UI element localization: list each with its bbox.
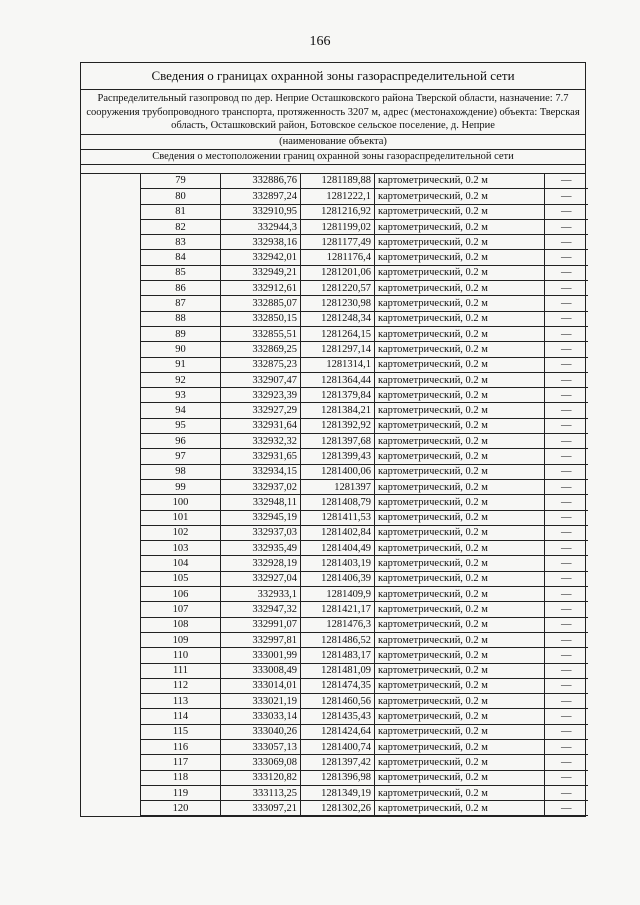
- point-number-cell: 89: [141, 326, 221, 341]
- point-number-cell: 105: [141, 571, 221, 586]
- coordinates-table-body: [141, 174, 588, 816]
- table-row: [141, 265, 588, 280]
- method-accuracy-cell: картометрический, 0.2 м: [375, 587, 545, 602]
- point-number-cell: 82: [141, 219, 221, 234]
- y-coordinate-cell: 1281176,4: [301, 250, 375, 265]
- point-number-cell: 106: [141, 587, 221, 602]
- x-coordinate-cell: 332869,25: [221, 342, 301, 357]
- method-accuracy-cell: картометрический, 0.2 м: [375, 801, 545, 816]
- point-number-cell: 118: [141, 770, 221, 785]
- y-coordinate-cell: 1281481,09: [301, 663, 375, 678]
- dash-cell: —: [545, 648, 588, 663]
- dash-cell: —: [545, 342, 588, 357]
- method-accuracy-cell: картометрический, 0.2 м: [375, 418, 545, 433]
- table-row: [141, 541, 588, 556]
- x-coordinate-cell: 333069,08: [221, 755, 301, 770]
- y-coordinate-cell: 1281474,35: [301, 678, 375, 693]
- dash-cell: —: [545, 357, 588, 372]
- point-number-cell: 99: [141, 479, 221, 494]
- method-accuracy-cell: картометрический, 0.2 м: [375, 189, 545, 204]
- table-row: [141, 525, 588, 540]
- x-coordinate-cell: 332850,15: [221, 311, 301, 326]
- method-accuracy-cell: картометрический, 0.2 м: [375, 403, 545, 418]
- protection-zone-form: [80, 62, 586, 817]
- table-row: [141, 632, 588, 647]
- method-accuracy-cell: картометрический, 0.2 м: [375, 357, 545, 372]
- y-coordinate-cell: 1281216,92: [301, 204, 375, 219]
- y-coordinate-cell: 1281424,64: [301, 724, 375, 739]
- table-row: [141, 724, 588, 739]
- dash-cell: —: [545, 587, 588, 602]
- point-number-cell: 120: [141, 801, 221, 816]
- dash-cell: —: [545, 678, 588, 693]
- dash-cell: —: [545, 372, 588, 387]
- dash-cell: —: [545, 296, 588, 311]
- x-coordinate-cell: 332855,51: [221, 326, 301, 341]
- x-coordinate-cell: 332931,64: [221, 418, 301, 433]
- dash-cell: —: [545, 326, 588, 341]
- y-coordinate-cell: 1281404,49: [301, 541, 375, 556]
- dash-cell: —: [545, 663, 588, 678]
- y-coordinate-cell: 1281400,74: [301, 739, 375, 754]
- dash-cell: —: [545, 694, 588, 709]
- dash-cell: —: [545, 770, 588, 785]
- x-coordinate-cell: 332944,3: [221, 219, 301, 234]
- table-row: [141, 326, 588, 341]
- method-accuracy-cell: картометрический, 0.2 м: [375, 755, 545, 770]
- method-accuracy-cell: картометрический, 0.2 м: [375, 342, 545, 357]
- dash-cell: —: [545, 617, 588, 632]
- table-row: [141, 709, 588, 724]
- y-coordinate-cell: 1281483,17: [301, 648, 375, 663]
- method-accuracy-cell: картометрический, 0.2 м: [375, 739, 545, 754]
- method-accuracy-cell: картометрический, 0.2 м: [375, 785, 545, 800]
- table-row: [141, 510, 588, 525]
- method-accuracy-cell: картометрический, 0.2 м: [375, 632, 545, 647]
- x-coordinate-cell: 332991,07: [221, 617, 301, 632]
- y-coordinate-cell: 1281402,84: [301, 525, 375, 540]
- table-row: [141, 770, 588, 785]
- x-coordinate-cell: 332945,19: [221, 510, 301, 525]
- y-coordinate-cell: 1281408,79: [301, 495, 375, 510]
- dash-cell: —: [545, 510, 588, 525]
- x-coordinate-cell: 332938,16: [221, 235, 301, 250]
- point-number-cell: 96: [141, 434, 221, 449]
- dash-cell: —: [545, 709, 588, 724]
- y-coordinate-cell: 1281248,34: [301, 311, 375, 326]
- x-coordinate-cell: 332937,02: [221, 479, 301, 494]
- x-coordinate-cell: 333120,82: [221, 770, 301, 785]
- point-number-cell: 117: [141, 755, 221, 770]
- x-coordinate-cell: 332935,49: [221, 541, 301, 556]
- dash-cell: —: [545, 418, 588, 433]
- dash-cell: —: [545, 174, 588, 189]
- table-row: [141, 495, 588, 510]
- x-coordinate-cell: 332947,32: [221, 602, 301, 617]
- point-number-cell: 109: [141, 632, 221, 647]
- point-number-cell: 98: [141, 464, 221, 479]
- x-coordinate-cell: 332885,07: [221, 296, 301, 311]
- y-coordinate-cell: 1281486,52: [301, 632, 375, 647]
- y-coordinate-cell: 1281400,06: [301, 464, 375, 479]
- x-coordinate-cell: 333097,21: [221, 801, 301, 816]
- table-row: [141, 617, 588, 632]
- method-accuracy-cell: картометрический, 0.2 м: [375, 372, 545, 387]
- point-number-cell: 80: [141, 189, 221, 204]
- table-row: [141, 250, 588, 265]
- point-number-cell: 103: [141, 541, 221, 556]
- method-accuracy-cell: картометрический, 0.2 м: [375, 235, 545, 250]
- table-row: [141, 189, 588, 204]
- point-number-cell: 101: [141, 510, 221, 525]
- dash-cell: —: [545, 464, 588, 479]
- x-coordinate-cell: 332910,95: [221, 204, 301, 219]
- point-number-cell: 119: [141, 785, 221, 800]
- y-coordinate-cell: 1281411,53: [301, 510, 375, 525]
- x-coordinate-cell: 332948,11: [221, 495, 301, 510]
- y-coordinate-cell: 1281396,98: [301, 770, 375, 785]
- dash-cell: —: [545, 403, 588, 418]
- x-coordinate-cell: 332923,39: [221, 388, 301, 403]
- table-row: [141, 372, 588, 387]
- x-coordinate-cell: 332932,32: [221, 434, 301, 449]
- x-coordinate-cell: 332931,65: [221, 449, 301, 464]
- point-number-cell: 108: [141, 617, 221, 632]
- point-number-cell: 110: [141, 648, 221, 663]
- point-number-cell: 112: [141, 678, 221, 693]
- table-row: [141, 449, 588, 464]
- method-accuracy-cell: картометрический, 0.2 м: [375, 449, 545, 464]
- point-number-cell: 88: [141, 311, 221, 326]
- table-row: [141, 434, 588, 449]
- point-number-cell: 85: [141, 265, 221, 280]
- method-accuracy-cell: картометрический, 0.2 м: [375, 311, 545, 326]
- table-row: [141, 739, 588, 754]
- point-number-cell: 111: [141, 663, 221, 678]
- y-coordinate-cell: 1281264,15: [301, 326, 375, 341]
- dash-cell: —: [545, 311, 588, 326]
- y-coordinate-cell: 1281403,19: [301, 556, 375, 571]
- method-accuracy-cell: картометрический, 0.2 м: [375, 434, 545, 449]
- method-accuracy-cell: картометрический, 0.2 м: [375, 694, 545, 709]
- point-number-cell: 114: [141, 709, 221, 724]
- table-row: [141, 801, 588, 816]
- y-coordinate-cell: 1281297,14: [301, 342, 375, 357]
- table-row: [141, 388, 588, 403]
- method-accuracy-cell: картометрический, 0.2 м: [375, 174, 545, 189]
- table-row: [141, 663, 588, 678]
- method-accuracy-cell: картометрический, 0.2 м: [375, 770, 545, 785]
- method-accuracy-cell: картометрический, 0.2 м: [375, 724, 545, 739]
- table-row: [141, 281, 588, 296]
- method-accuracy-cell: картометрический, 0.2 м: [375, 525, 545, 540]
- x-coordinate-cell: 332897,24: [221, 189, 301, 204]
- x-coordinate-cell: 332942,01: [221, 250, 301, 265]
- dash-cell: —: [545, 801, 588, 816]
- y-coordinate-cell: 1281379,84: [301, 388, 375, 403]
- y-coordinate-cell: 1281392,92: [301, 418, 375, 433]
- x-coordinate-cell: 333021,19: [221, 694, 301, 709]
- y-coordinate-cell: 1281189,88: [301, 174, 375, 189]
- table-row: [141, 648, 588, 663]
- table-row: [141, 694, 588, 709]
- method-accuracy-cell: картометрический, 0.2 м: [375, 479, 545, 494]
- table-row: [141, 204, 588, 219]
- dash-cell: —: [545, 434, 588, 449]
- x-coordinate-cell: 332949,21: [221, 265, 301, 280]
- dash-cell: —: [545, 265, 588, 280]
- table-row: [141, 311, 588, 326]
- point-number-cell: 90: [141, 342, 221, 357]
- y-coordinate-cell: 1281230,98: [301, 296, 375, 311]
- dash-cell: —: [545, 479, 588, 494]
- x-coordinate-cell: 332928,19: [221, 556, 301, 571]
- method-accuracy-cell: картометрический, 0.2 м: [375, 464, 545, 479]
- method-accuracy-cell: картометрический, 0.2 м: [375, 602, 545, 617]
- header-gap-row: [81, 165, 585, 174]
- point-number-cell: 107: [141, 602, 221, 617]
- table-row: [141, 342, 588, 357]
- dash-cell: —: [545, 632, 588, 647]
- table-row: [141, 571, 588, 586]
- x-coordinate-cell: 332934,15: [221, 464, 301, 479]
- point-number-cell: 100: [141, 495, 221, 510]
- y-coordinate-cell: 1281406,39: [301, 571, 375, 586]
- method-accuracy-cell: картометрический, 0.2 м: [375, 296, 545, 311]
- point-number-cell: 95: [141, 418, 221, 433]
- method-accuracy-cell: картометрический, 0.2 м: [375, 250, 545, 265]
- method-accuracy-cell: картометрический, 0.2 м: [375, 709, 545, 724]
- dash-cell: —: [545, 556, 588, 571]
- x-coordinate-cell: 333057,13: [221, 739, 301, 754]
- x-coordinate-cell: 332875,23: [221, 357, 301, 372]
- method-accuracy-cell: картометрический, 0.2 м: [375, 663, 545, 678]
- method-accuracy-cell: картометрический, 0.2 м: [375, 571, 545, 586]
- point-number-cell: 91: [141, 357, 221, 372]
- y-coordinate-cell: 1281435,43: [301, 709, 375, 724]
- y-coordinate-cell: 1281397: [301, 479, 375, 494]
- method-accuracy-cell: картометрический, 0.2 м: [375, 678, 545, 693]
- table-row: [141, 785, 588, 800]
- y-coordinate-cell: 1281302,26: [301, 801, 375, 816]
- table-row: [141, 556, 588, 571]
- y-coordinate-cell: 1281409,9: [301, 587, 375, 602]
- point-number-cell: 86: [141, 281, 221, 296]
- method-accuracy-cell: картометрический, 0.2 м: [375, 219, 545, 234]
- table-row: [141, 479, 588, 494]
- method-accuracy-cell: картометрический, 0.2 м: [375, 204, 545, 219]
- table-row: [141, 602, 588, 617]
- dash-cell: —: [545, 785, 588, 800]
- table-row: [141, 174, 588, 189]
- y-coordinate-cell: 1281220,57: [301, 281, 375, 296]
- method-accuracy-cell: картометрический, 0.2 м: [375, 556, 545, 571]
- method-accuracy-cell: картометрический, 0.2 м: [375, 541, 545, 556]
- dash-cell: —: [545, 281, 588, 296]
- dash-cell: —: [545, 388, 588, 403]
- dash-cell: —: [545, 495, 588, 510]
- dash-cell: —: [545, 525, 588, 540]
- x-coordinate-cell: 332912,61: [221, 281, 301, 296]
- point-number-cell: 97: [141, 449, 221, 464]
- method-accuracy-cell: картометрический, 0.2 м: [375, 281, 545, 296]
- dash-cell: —: [545, 571, 588, 586]
- x-coordinate-cell: 333113,25: [221, 785, 301, 800]
- dash-cell: —: [545, 235, 588, 250]
- y-coordinate-cell: 1281177,49: [301, 235, 375, 250]
- x-coordinate-cell: 332907,47: [221, 372, 301, 387]
- point-number-cell: 84: [141, 250, 221, 265]
- dash-cell: —: [545, 219, 588, 234]
- point-number-cell: 87: [141, 296, 221, 311]
- method-accuracy-cell: картометрический, 0.2 м: [375, 648, 545, 663]
- dash-cell: —: [545, 449, 588, 464]
- dash-cell: —: [545, 739, 588, 754]
- y-coordinate-cell: 1281399,43: [301, 449, 375, 464]
- dash-cell: —: [545, 250, 588, 265]
- point-number-cell: 93: [141, 388, 221, 403]
- table-row: [141, 678, 588, 693]
- x-coordinate-cell: 332937,03: [221, 525, 301, 540]
- y-coordinate-cell: 1281421,17: [301, 602, 375, 617]
- form-title: Сведения о границах охранной зоны газораспределительной сети: [81, 63, 585, 90]
- point-number-cell: 115: [141, 724, 221, 739]
- x-coordinate-cell: 332997,81: [221, 632, 301, 647]
- x-coordinate-cell: 333014,01: [221, 678, 301, 693]
- dash-cell: —: [545, 602, 588, 617]
- point-number-cell: 102: [141, 525, 221, 540]
- dash-cell: —: [545, 724, 588, 739]
- y-coordinate-cell: 1281364,44: [301, 372, 375, 387]
- table-row: [141, 296, 588, 311]
- y-coordinate-cell: 1281460,56: [301, 694, 375, 709]
- x-coordinate-cell: 332927,29: [221, 403, 301, 418]
- x-coordinate-cell: 333040,26: [221, 724, 301, 739]
- object-description: Распределительный газопровод по дер. Неприе Осташковского района Тверской области, назначение: 7.7 сооружения трубопроводного транспорта, протяженность 3207 м, адрес (местонахождение) объекта: Тверская область, Осташковский район, Ботовское сельское поселение, д. Неприе: [81, 90, 585, 135]
- y-coordinate-cell: 1281397,42: [301, 755, 375, 770]
- table-row: [141, 403, 588, 418]
- coordinates-table: [140, 174, 588, 817]
- page-number: 166: [309, 34, 331, 49]
- x-coordinate-cell: 333008,49: [221, 663, 301, 678]
- point-number-cell: 92: [141, 372, 221, 387]
- dash-cell: —: [545, 189, 588, 204]
- dash-cell: —: [545, 204, 588, 219]
- point-number-cell: 83: [141, 235, 221, 250]
- y-coordinate-cell: 1281476,3: [301, 617, 375, 632]
- method-accuracy-cell: картометрический, 0.2 м: [375, 265, 545, 280]
- table-row: [141, 418, 588, 433]
- method-accuracy-cell: картометрический, 0.2 м: [375, 388, 545, 403]
- point-number-cell: 81: [141, 204, 221, 219]
- y-coordinate-cell: 1281397,68: [301, 434, 375, 449]
- y-coordinate-cell: 1281222,1: [301, 189, 375, 204]
- y-coordinate-cell: 1281349,19: [301, 785, 375, 800]
- table-row: [141, 219, 588, 234]
- table-row: [141, 464, 588, 479]
- section-title: Сведения о местоположении границ охранной зоны газораспределительной сети: [81, 150, 585, 165]
- table-row: [141, 357, 588, 372]
- method-accuracy-cell: картометрический, 0.2 м: [375, 326, 545, 341]
- object-caption: (наименование объекта): [81, 135, 585, 150]
- table-row: [141, 755, 588, 770]
- y-coordinate-cell: 1281314,1: [301, 357, 375, 372]
- dash-cell: —: [545, 755, 588, 770]
- point-number-cell: 116: [141, 739, 221, 754]
- y-coordinate-cell: 1281384,21: [301, 403, 375, 418]
- table-row: [141, 235, 588, 250]
- x-coordinate-cell: 332933,1: [221, 587, 301, 602]
- table-row: [141, 587, 588, 602]
- point-number-cell: 94: [141, 403, 221, 418]
- point-number-cell: 79: [141, 174, 221, 189]
- x-coordinate-cell: 332886,76: [221, 174, 301, 189]
- x-coordinate-cell: 332927,04: [221, 571, 301, 586]
- method-accuracy-cell: картометрический, 0.2 м: [375, 495, 545, 510]
- y-coordinate-cell: 1281199,02: [301, 219, 375, 234]
- point-number-cell: 113: [141, 694, 221, 709]
- x-coordinate-cell: 333001,99: [221, 648, 301, 663]
- dash-cell: —: [545, 541, 588, 556]
- point-number-cell: 104: [141, 556, 221, 571]
- method-accuracy-cell: картометрический, 0.2 м: [375, 617, 545, 632]
- y-coordinate-cell: 1281201,06: [301, 265, 375, 280]
- x-coordinate-cell: 333033,14: [221, 709, 301, 724]
- method-accuracy-cell: картометрический, 0.2 м: [375, 510, 545, 525]
